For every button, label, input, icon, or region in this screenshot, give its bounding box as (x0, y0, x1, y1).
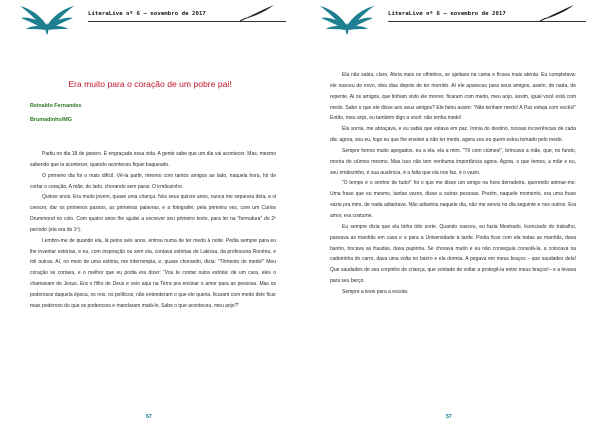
quill-icon (236, 4, 276, 22)
left-page-header (0, 2, 300, 42)
author-name: Reinaldo Fernandes (30, 103, 82, 109)
bird-logo-icon (18, 2, 76, 40)
right-page (300, 0, 600, 424)
right-page-header (300, 2, 600, 42)
article-title: Era muito para o coração de um pobre pai! (68, 79, 232, 89)
paragraph: Ela não sabia, claro. Abria mais os olhinhos, se ajeitava na cama e ficava mais atenta. Eu completava: ele nasceu de novo, dois dias depois de ter morrido. Aí ele apareceu para seus amigos, assim, do nada, de repente. Ai os amigos, que tinham visto ele morrer, ficaram com medo, meu anjo, assim, igual você está com medo. Sabe o que ele disse aos seus amigos? Ele falou assim: “Não tenham medo! A Paz esteja com vocês!” Então, meu anjo, eu também digo a você: não tenha medo! (330, 72, 576, 122)
running-title: LiteraLive nº 6 – novembro de 2017 (388, 11, 506, 17)
page-number: 57 (446, 414, 452, 420)
left-body-text (30, 149, 276, 312)
paragraph: Quinze anos. Era muito jovem, quase uma criança. Nos seus quinze anos, nunca me separara dela, a vi crescer, dar os primeiros passos, as primeiras palavras, e a fotografei, pela primeira vez, com um Carlos Drummond no colo. Com quatro anos lhe ajudei a escrever seu primeiro texto, para ler na “formatura” do 2º período (ela era do 1º). (30, 194, 276, 233)
bird-logo-icon (318, 2, 376, 40)
page-number: 57 (146, 414, 152, 420)
paragraph: Sempre fomos muito apegados, eu a ela, ela a mim. “Tô com ciúmes!”, brincava a mãe, que, no fundo, morria de ciúmes mesmo. Mas isso não tem nenhuma importância agora. Agora, o que temos, a mãe e eu, seu irmãozinho, é sua ausência, é a falta que ela nos faz, é o vazio. (330, 147, 576, 176)
paragraph: Ela sorria, me abraçava, e eu sabia que estava em paz. Ironia do destino, nossas incoerências de cada dia: agora, sou eu, logo eu que lhe ensinei a não ter medo, agora sou eu quem estou tomado pelo medo. (330, 126, 576, 144)
right-body-text (330, 70, 576, 298)
paragraph: Eu sempre dizia que ela tinha tido sorte. Quando nasceu, eu fazia Mestrado, licenciado do trabalho, passava as manhãs em casa e a para a Universidade à tarde. Podia ficar com ela todas as manhãs, dava banho, trocava as fraudas, dava papinha. Se chorava muito e eu não conseguia consolá-la, a colocava na cadeirinha do carro, dava uma volta no bairro e ela dormia. A pegava em meus braços – que saudades dela! Que saudades de seu corpinho de criança, que vontade de voltar a protegê-la entre meus braços!– e a levava para seu berço. (330, 223, 576, 285)
quill-icon (536, 4, 576, 22)
paragraph: Sempre a levei para a escola: (342, 288, 409, 295)
paragraph: Lembro-me de quando ela, lá pelos seis anos, entrou numa de ter medo à noite. Pedia sempre para eu lhe inventar estórias, e eu, com inspiração ou sem ela, contava estórias de Lakissa, da professora Ronéria, e mil outras. Aí, no meio de uma estória, me interrompia, e, quase chorando, dizia: “Tômento de medo!” Meu coração se cortava, e o melhor que eu podia era dizer: “Vou te contar outra estória: de um cara, eles o chamavam de Jesus. Era o filho de Deus e veio aqui na Terra pra ensinar o amor para as pessoas. Mas os poderosos daquela época, os reis, os políticos, não entenderam o que ele queria, ficaram com medo dele ficar mais poderoso do que os poderosos e mandaram matá-lo. Sabe o que aconteceu, meu anjo?” (30, 237, 276, 309)
paragraph: O primeiro dia foi o mais difícil. Vê-la partir, mesmo com tantos amigos ao lado, naquela hora, foi de cortar o coração. A mãe, do lado, chorando sem parar. O irmãozinho. (30, 172, 276, 190)
running-title: LiteraLive nº 6 – novembro de 2017 (88, 11, 206, 17)
author-city: Brumadinho/MG (30, 117, 72, 123)
paragraph: “O tempo é o senhor de tudo!” foi o que me disse um amigo na hora derradeira, querendo animar-me. Uma frase que eu mesmo, tantas vezes, disse a outras pessoas. Porém, naquele momento, era uma frase vazia pra mim, de nada adiantava. Não adiantou naquele dia, não me serviu no dia seguinte e nos outros. Era amor, era costume. (330, 180, 576, 219)
paragraph: Partiu no dia 18 de janeiro. É engraçada essa vida. A gente sabe que um dia vai acontecer. Mas, mesmo sabendo que ia acontecer, quando aconteceu fiquei baqueado. (30, 151, 276, 168)
